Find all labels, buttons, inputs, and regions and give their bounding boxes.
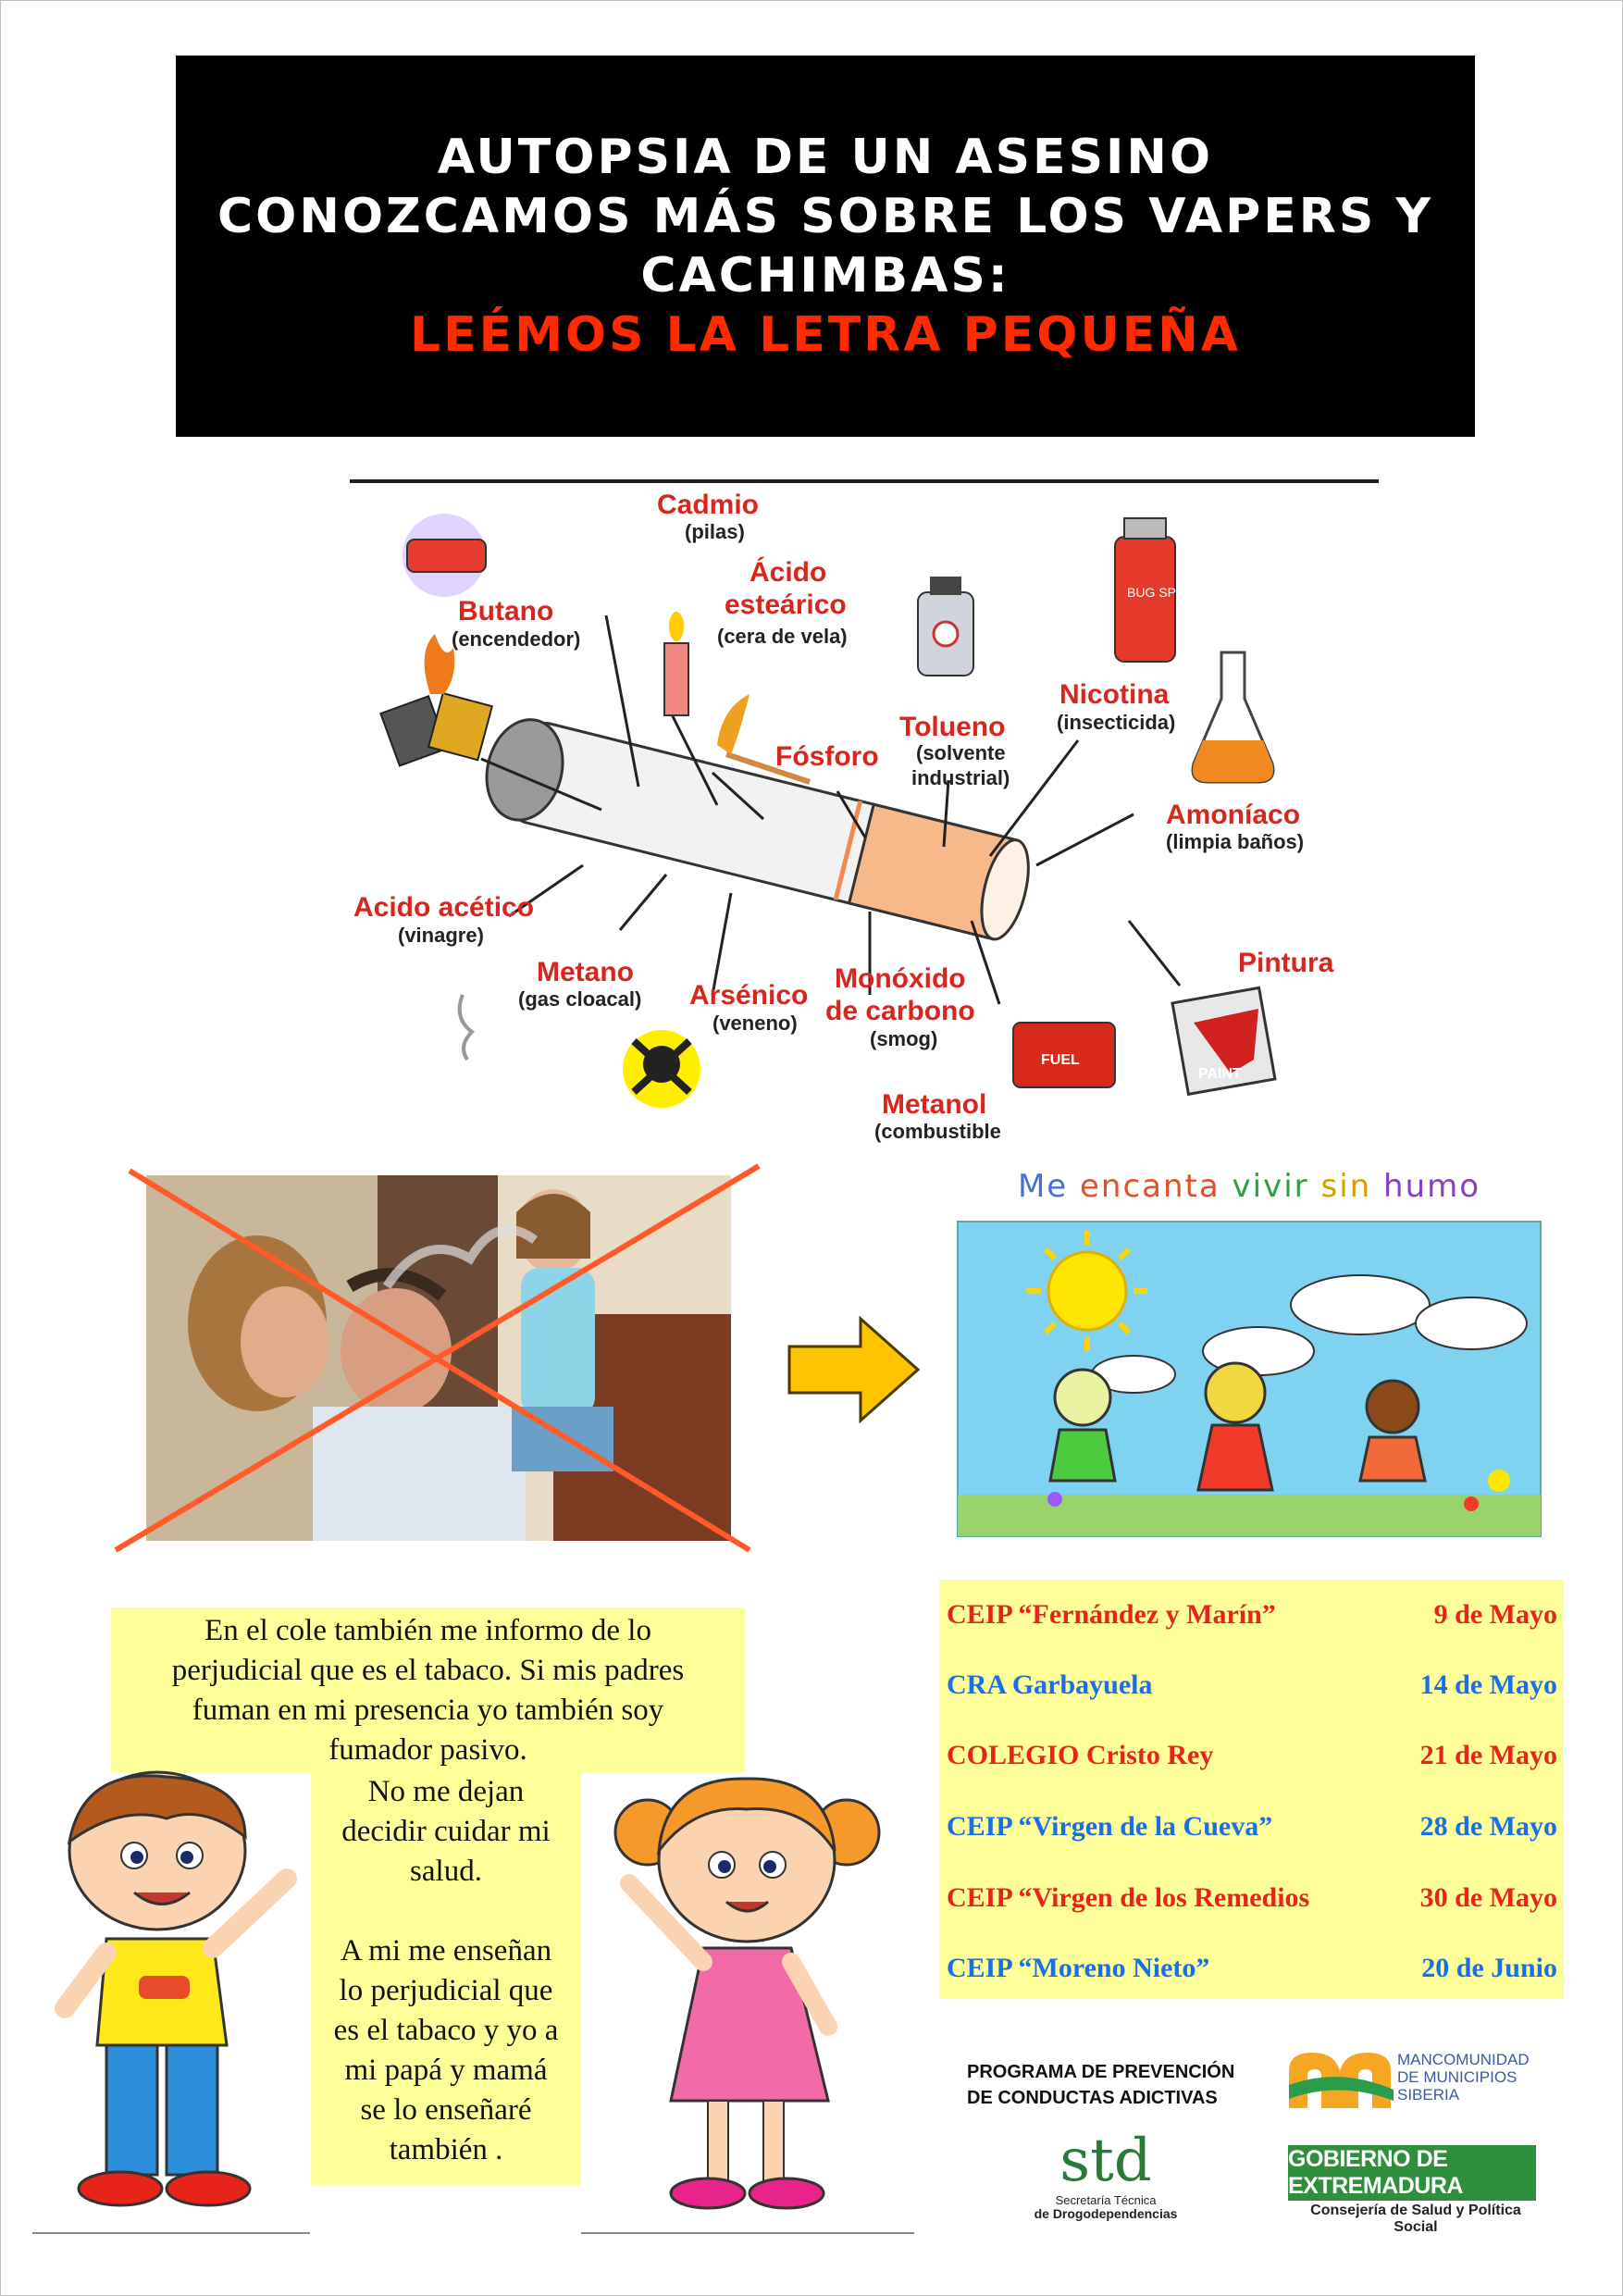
diagram-svg bbox=[342, 467, 1388, 1143]
smoke-free-word-1: Me bbox=[1017, 1168, 1069, 1205]
mancomunidad-line-2: DE MUNICIPIOS bbox=[1397, 2068, 1518, 2086]
label-monoxido-desc: (smog) bbox=[870, 1027, 938, 1050]
schedule-row bbox=[947, 1596, 1557, 1633]
paragraph-gap bbox=[311, 1892, 581, 1931]
boy-cartoon-icon bbox=[28, 1768, 315, 2230]
label-monoxido-2: de carbono bbox=[825, 996, 975, 1026]
info-text-line: perjudicial que es el tabaco. Si mis padres bbox=[171, 1654, 685, 1687]
schedule-row bbox=[947, 1737, 1557, 1774]
info-text-line: es el tabaco y yo a bbox=[333, 2014, 559, 2047]
info-text-line: No me dejan bbox=[367, 1775, 525, 1808]
label-cadmio: Cadmio bbox=[657, 490, 760, 520]
label-arsenico: Arsénico bbox=[689, 980, 809, 1011]
mancomunidad-logo bbox=[1284, 2043, 1562, 2117]
battery-icon bbox=[403, 514, 486, 597]
info-text-line: se lo enseñaré bbox=[360, 2093, 532, 2127]
info-text-line: mi papá y mamá bbox=[344, 2054, 548, 2087]
label-cadmio-desc: (pilas) bbox=[685, 520, 745, 543]
label-metano-desc: (gas cloacal) bbox=[518, 987, 642, 1011]
info-text-line: también . bbox=[389, 2133, 503, 2166]
flask-icon bbox=[1193, 652, 1273, 782]
info-text-line: En el cole también me informo de lo bbox=[204, 1614, 651, 1647]
schedule-school: CEIP “Moreno Nieto” bbox=[947, 1953, 1210, 1983]
schedule-school: CEIP “Virgen de los Remedios bbox=[947, 1882, 1310, 1913]
label-amoniaco: Amoníaco bbox=[1166, 800, 1301, 830]
info-text-line: A mi me enseñan bbox=[340, 1934, 552, 1967]
info-text-line: fuman en mi presencia yo también soy bbox=[192, 1694, 664, 1727]
schedule-table bbox=[939, 1580, 1564, 1999]
schedule-row bbox=[947, 1667, 1557, 1704]
mancomunidad-m-icon bbox=[1284, 2043, 1395, 2117]
schedule-school: COLEGIO Cristo Rey bbox=[947, 1740, 1214, 1770]
schedule-school: CEIP “Fernández y Marín” bbox=[947, 1599, 1276, 1630]
schedule-date: 30 de Mayo bbox=[1419, 1882, 1557, 1913]
label-nicotina: Nicotina bbox=[1059, 679, 1170, 710]
bug-spray-icon bbox=[1115, 518, 1202, 662]
title-line-1: AUTOPSIA DE UN ASESINO bbox=[437, 130, 1214, 185]
info-text-line: fumador pasivo. bbox=[328, 1733, 527, 1767]
info-text-line: decidir cuidar mi bbox=[341, 1815, 551, 1848]
title-banner bbox=[176, 56, 1475, 437]
label-pintura: Pintura bbox=[1238, 948, 1334, 978]
programa-line-1: PROGRAMA DE PREVENCIÓN bbox=[967, 2062, 1235, 2082]
label-acido-esteárico-desc: (cera de vela) bbox=[717, 625, 848, 648]
label-tolueno: Tolueno bbox=[899, 712, 1006, 742]
mancomunidad-line-1: MANCOMUNIDAD bbox=[1397, 2051, 1530, 2068]
smoke-free-word-3: vivir bbox=[1232, 1168, 1309, 1205]
label-tolueno-desc-2: industrial) bbox=[911, 766, 1010, 789]
label-fosforo: Fósforo bbox=[775, 741, 879, 772]
title-line-3: CACHIMBAS: bbox=[640, 248, 1010, 304]
divider-line-right bbox=[581, 2232, 914, 2234]
label-monoxido: Monóxido bbox=[835, 963, 966, 994]
label-arsenico-desc: (veneno) bbox=[712, 1011, 798, 1035]
schedule-date: 9 de Mayo bbox=[1433, 1599, 1557, 1630]
schedule-school: CRA Garbayuela bbox=[947, 1669, 1153, 1700]
label-nicotina-desc: (insecticida) bbox=[1057, 711, 1176, 734]
candle-icon bbox=[664, 612, 688, 715]
schedule-date: 21 de Mayo bbox=[1419, 1740, 1557, 1770]
programa-prevencion-logo bbox=[967, 2059, 1234, 2111]
mancomunidad-line-3: SIBERIA bbox=[1397, 2086, 1460, 2104]
schedule-row bbox=[947, 1808, 1557, 1845]
girl-cartoon-icon bbox=[592, 1768, 898, 2230]
cigarette-chemicals-diagram bbox=[342, 467, 1388, 1143]
info-text-middle bbox=[311, 1772, 581, 2185]
programa-line-2: DE CONDUCTAS ADICTIVAS bbox=[967, 2088, 1218, 2108]
label-metanol: Metanol bbox=[882, 1089, 987, 1120]
label-acido-esteárico-2: esteárico bbox=[725, 590, 847, 620]
secretaria-drogodependencias-logo bbox=[1032, 2128, 1180, 2240]
std-line-1: Secretaría Técnica bbox=[1055, 2193, 1157, 2207]
label-butano-desc: (encendedor) bbox=[452, 627, 581, 651]
label-metano: Metano bbox=[537, 957, 634, 987]
right-arrow-icon bbox=[787, 1314, 921, 1425]
label-acido-acetico-desc: (vinagre) bbox=[398, 924, 484, 947]
bug-spray-label: BUG SPRAY bbox=[1127, 585, 1202, 600]
title-line-4: LEÉMOS LA LETRA PEQUEÑA bbox=[409, 307, 1242, 363]
schedule-date: 28 de Mayo bbox=[1419, 1811, 1557, 1842]
fuel-can-icon bbox=[1013, 1023, 1115, 1087]
lighter-icon bbox=[380, 634, 491, 765]
consejeria-text: Consejería de Salud y Política Social bbox=[1310, 2203, 1521, 2235]
smoke-free-word-2: encanta bbox=[1080, 1168, 1220, 1205]
schedule-date: 14 de Mayo bbox=[1419, 1669, 1557, 1700]
fuel-label: FUEL bbox=[1041, 1052, 1080, 1068]
smoke-free-word-5: humo bbox=[1383, 1168, 1481, 1205]
schedule-row bbox=[947, 1880, 1557, 1917]
smoke-free-word-4: sin bbox=[1320, 1168, 1372, 1205]
schedule-school: CEIP “Virgen de la Cueva” bbox=[947, 1811, 1273, 1842]
title-line-2: CONOZCAMOS MÁS SOBRE LOS VAPERS Y bbox=[217, 189, 1434, 244]
toxic-bottle-icon bbox=[918, 577, 973, 676]
info-text-top bbox=[111, 1607, 745, 1772]
vapor-icon bbox=[460, 995, 472, 1060]
paint-label: PAINT bbox=[1198, 1066, 1242, 1082]
label-amoniaco-desc: (limpia baños) bbox=[1166, 830, 1305, 853]
label-tolueno-desc: (solvente bbox=[916, 741, 1006, 764]
divider-line-left bbox=[32, 2232, 310, 2234]
std-line-2: de Drogodependencias bbox=[1034, 2206, 1178, 2221]
label-acido-acetico: Acido acético bbox=[353, 892, 535, 923]
label-butano: Butano bbox=[458, 596, 554, 627]
info-text-line: lo perjudicial que bbox=[339, 1974, 553, 2007]
skull-icon bbox=[623, 1030, 700, 1108]
children-playing-drawing bbox=[953, 1161, 1545, 1541]
info-text-line: salud. bbox=[410, 1855, 482, 1888]
schedule-date: 20 de Junio bbox=[1421, 1953, 1557, 1983]
paint-can-icon bbox=[1172, 987, 1275, 1094]
gobierno-extremadura-logo: GOBIERNO DE EXTREMADURA bbox=[1288, 2145, 1536, 2201]
schedule-row bbox=[947, 1950, 1557, 1987]
std-mark: std bbox=[1059, 2127, 1152, 2195]
red-cross-mark bbox=[102, 1157, 768, 1559]
label-acido-esteárico: Ácido bbox=[750, 557, 827, 588]
label-metanol-desc: (combustible bbox=[874, 1120, 1001, 1143]
mancomunidad-text bbox=[1397, 2051, 1530, 2104]
